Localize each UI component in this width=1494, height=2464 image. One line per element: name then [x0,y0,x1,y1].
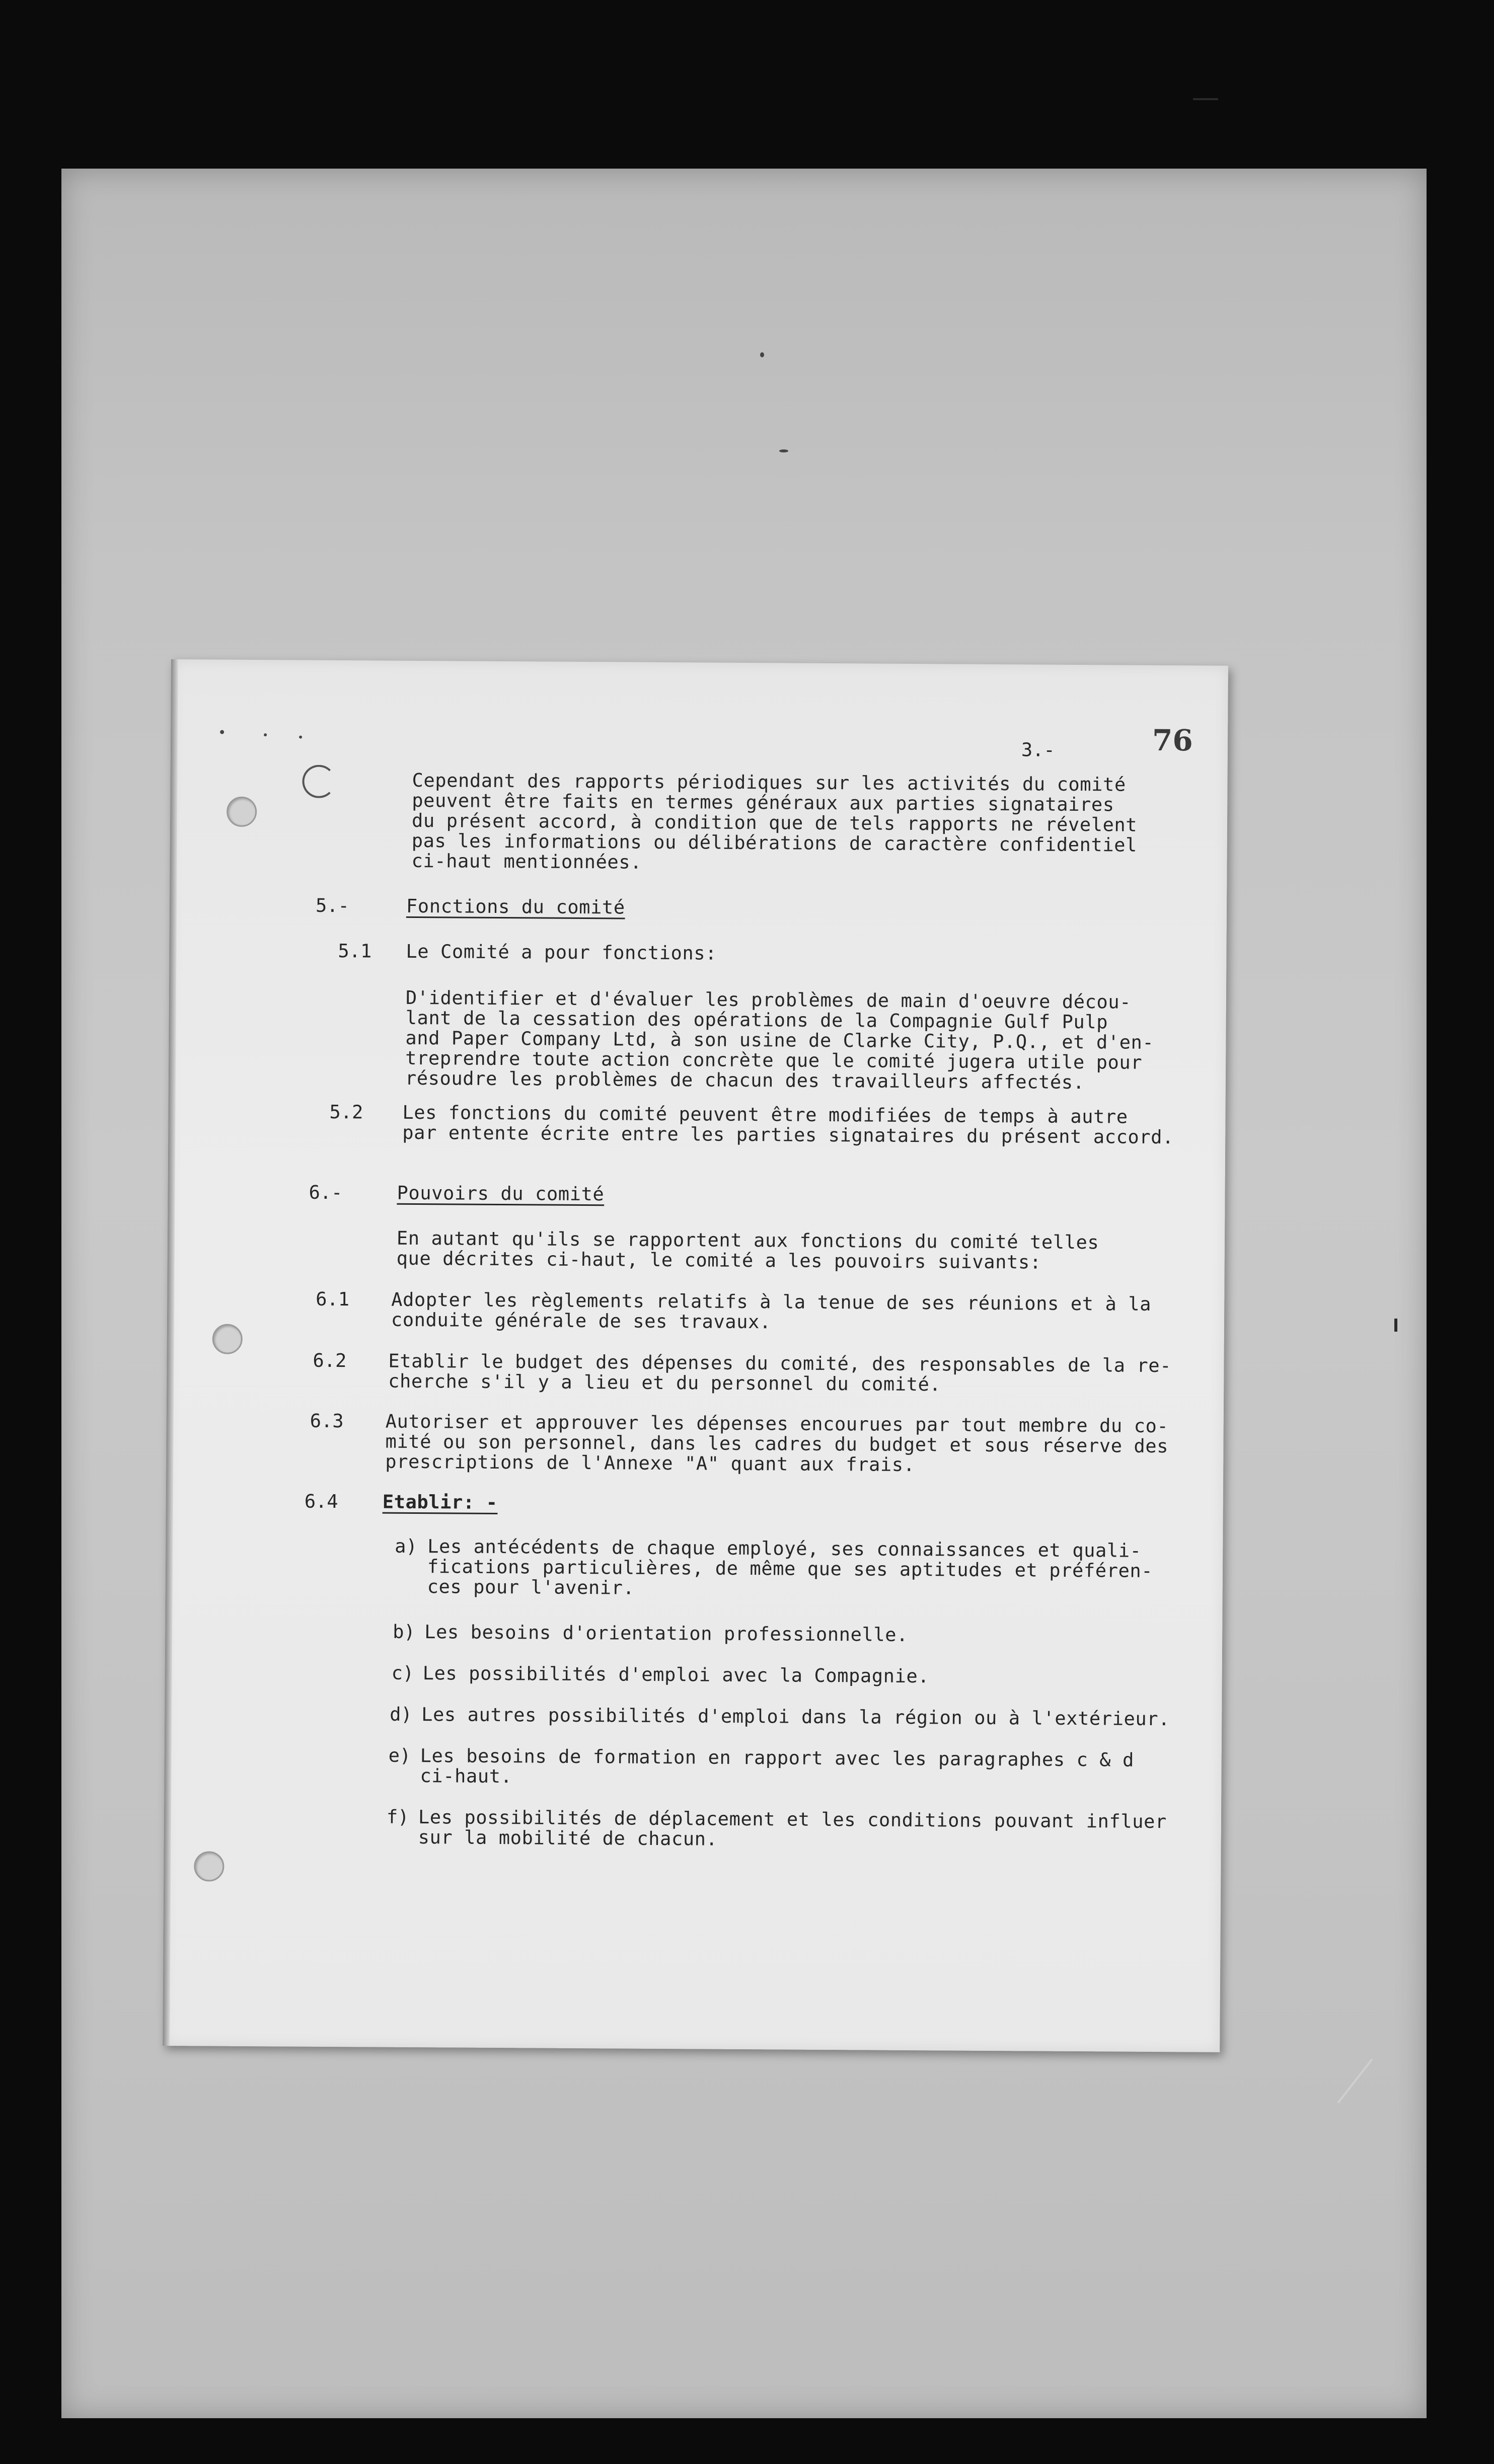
page-number: 3.- [1021,739,1055,761]
body-line: par entente écrite entre les parties signataires du présent accord. [402,1121,1174,1148]
list-item-line: Les autres possibilités d'emploi dans la région ou à l'extérieur. [421,1704,1170,1730]
body-line: résoudre les problèmes de chacun des travailleurs affectés. [405,1067,1085,1094]
margin-mark [1193,98,1218,100]
list-item-line: Les possibilités de déplacement et les conditions pouvant influer [418,1806,1167,1833]
intro-line: peuvent être faits en termes généraux aux parties signataires [412,789,1114,816]
section-number: 5.- [315,894,349,917]
list-item-line: Les possibilités d'emploi avec la Compagnie. [422,1662,930,1687]
body-line: Etablir le budget des dépenses du comité, des responsables de la re- [388,1350,1172,1377]
section-title: Fonctions du comité [406,895,625,918]
subsection-number: 6.1 [316,1288,350,1311]
body-line: Les fonctions du comité peuvent être modifiées de temps à autre [402,1101,1128,1128]
subsection-number: 5.2 [329,1101,363,1123]
punch-hole-middle [212,1324,243,1354]
list-item-label: e) [388,1744,411,1766]
subsection-number: 6.4 [304,1490,338,1513]
subsection-number: 5.1 [338,940,372,962]
pen-circle-mark [302,765,335,798]
dust-speck [299,736,302,739]
list-item-line: Les besoins de formation en rapport avec les paragraphes c & d [420,1745,1135,1771]
list-item-line: fications particulières, de même que ses aptitudes et préféren- [427,1556,1153,1582]
list-item-line: sur la mobilité de chacun. [418,1826,718,1850]
body-line: conduite générale de ses travaux. [391,1308,772,1333]
folio-number: 76 [1152,723,1193,758]
section-number: 6.- [309,1181,343,1204]
list-item-label: d) [390,1703,412,1725]
body-line: que décrites ci-haut, le comité a les pouvoirs suivants: [396,1247,1041,1273]
intro-line: du présent accord, à condition que de tels rapports ne révelent [411,809,1138,836]
body-line: and Paper Company Ltd, à son usine de Clarke City, P.Q., et d'en- [405,1027,1154,1053]
dust-speck [760,352,764,357]
body-line: En autant qu'ils se rapportent aux fonctions du comité telles [396,1227,1099,1254]
subsection-lead: Le Comité a pour fonctions: [406,940,717,964]
list-item-label: f) [386,1806,409,1828]
list-item-label: c) [391,1662,414,1684]
body-line: treprendre toute action concrète que le comité jugera utile pour [405,1047,1143,1073]
body-line: D'identifier et d'évaluer les problèmes de main d'oeuvre décou- [405,986,1132,1013]
dust-speck [264,733,267,736]
intro-line: pas les informations ou délibérations de caractère confidentiel [411,829,1138,856]
list-item-label: a) [395,1535,417,1558]
subsection-number: 6.2 [313,1349,347,1372]
typewritten-page [163,659,1228,2052]
subsection-number: 6.3 [310,1410,344,1432]
list-item-line: Les antécédents de chaque employé, ses connaissances et quali- [427,1535,1142,1562]
intro-line: ci-haut mentionnées. [411,850,642,873]
body-line: cherche s'il y a lieu et du personnel du comité. [388,1370,941,1396]
dust-speck [220,730,224,734]
list-item-label: b) [393,1621,415,1643]
body-line: Autoriser et approuver les dépenses encourues par tout membre du co- [385,1410,1169,1437]
section-title: Pouvoirs du comité [397,1182,605,1205]
body-line: Adopter les règlements relatifs à la tenue de ses réunions et à la [391,1288,1152,1315]
body-line: mité ou son personnel, dans les cadres du budget et sous réserve des [385,1430,1169,1457]
dust-speck [779,449,788,452]
margin-mark [1394,1319,1397,1332]
subsection-title: Etablir: - [382,1491,498,1513]
list-item-line: Les besoins d'orientation professionnelle. [424,1621,909,1646]
intro-line: Cependant des rapports périodiques sur les activités du comité [412,769,1126,796]
body-line: lant de la cessation des opérations de la Compagnie Gulf Pulp [405,1007,1108,1033]
body-line: prescriptions de l'Annexe "A" quant aux frais. [385,1450,915,1476]
punch-hole-bottom [194,1851,224,1881]
list-item-line: ces pour l'avenir. [427,1576,635,1599]
punch-hole-top [227,797,257,827]
list-item-line: ci-haut. [420,1765,512,1788]
